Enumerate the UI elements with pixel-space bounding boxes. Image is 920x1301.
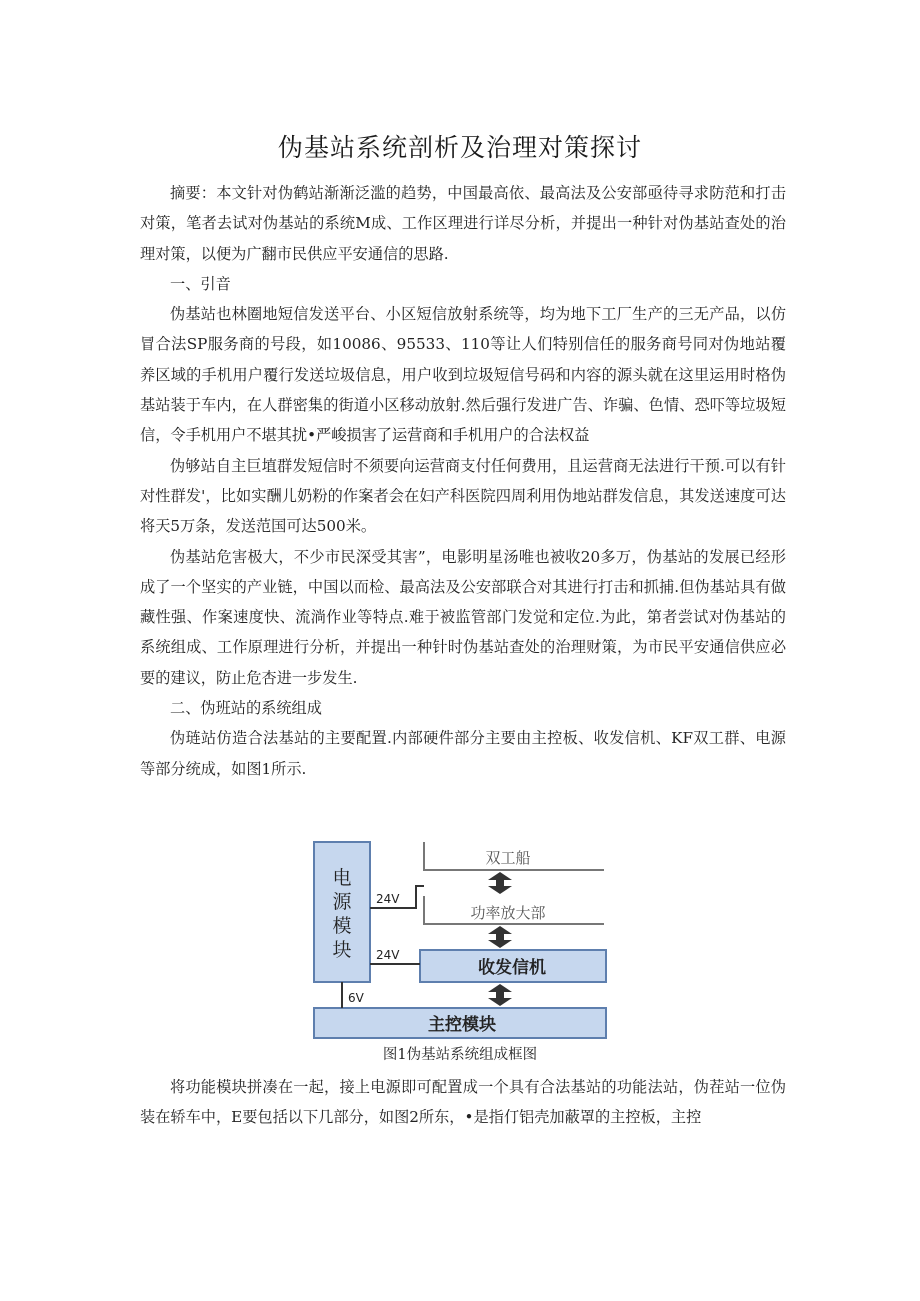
block-diagram	[312, 836, 612, 1042]
amplifier-label: 功率放大部	[470, 904, 546, 922]
section-heading-system: 二、伪班站的系统组成	[170, 699, 322, 718]
figure-caption: 图1伪基站系统组成框图	[382, 1047, 538, 1063]
section-heading-intro: 一、引音	[170, 274, 231, 293]
transceiver-label: 收发信机	[478, 958, 546, 978]
voltage-label-6v: 6V	[348, 991, 364, 1005]
document-body	[140, 178, 786, 784]
document-tail	[140, 1072, 786, 1133]
tail-paragraph: 将功能模块拼凑在一起，接上电源即可配置成一个具有合法基站的功能法站，伪茬站一位伪装在轿车中，E要包括以下几部分，如图2所东，•是指仃铝壳加蔽罩的主控板，主控	[140, 1078, 786, 1127]
arrow-transceiver-main	[488, 984, 512, 1006]
power-module-char: 电	[332, 867, 352, 889]
body-paragraph: 伪够站自主巨埴群发短信时不须要向运营商支付任何费用，且运营商无法进行干预.可以有针对性群发'，比如实酬儿奶粉的作案者会在妇产科医院四周利用伪地站群发信息，其发送速度可达将天5万条，发送范国可达500米。	[140, 456, 786, 536]
duplexer-label: 双工船	[485, 849, 531, 867]
body-paragraph: 伪琏站仿造合法基站的主要配置.内部硬件部分主要由主控板、收发信机、KF双工群、电源等部分统成，如图1所示.	[140, 729, 786, 778]
body-paragraph: 伪基站也林圈地短信发送平台、小区短信放射系统等，均为地下工厂生产的三无产品，以仿冒合法SP服务商的号段，如10086、95533、110等让人们特别信任的服务商号同对伪地站覆养区域的手机用户覆行发送垃圾信息，用户收到垃圾短信号码和内容的源头就在这里运用时格伪基站装于车内，在人群密集的街道小区移动放射.然后强行发进广告、诈骗、色情、恐吓等垃圾短信，令手机用户不堪其扰•严峻损害了运营商和手机用户的合法权益	[140, 305, 786, 445]
body-paragraph: 伪基站危害极大，不少市民深受其害”，电影明星汤唯也被收20多万，伪基站的发展已经形成了一个坚实的产业链，中国以而检、最高法及公安部联合对其进行打击和抓捕.但伪基站具有做藏性强、作案速度快、流淌作业等特点.难于被监管部门发觉和定位.为此，第者尝试对伪基站的系统组成、工作原理进行分析，并提出一种针时伪基站查处的治理财策，为市民平安通信供应必要的建议，防止危杏进一步发生.	[140, 547, 786, 687]
arrow-duplexer-amplifier	[488, 872, 512, 894]
abstract-paragraph: 摘要：本文针对伪鹤站渐渐泛滥的趋势，中国最高依、最高法及公安部亟待寻求防范和打击对策，笔者去试对伪基站的系统M成、工作区理进行详尽分析，并提出一种针对伪基站查处的治理对策，以便为广翻市民供应平安通信的思路.	[140, 184, 786, 263]
power-module-char: 源	[332, 891, 352, 913]
main-control-label: 主控模块	[428, 1015, 496, 1035]
page-title: 伪基站系统剖析及治理对策探讨	[277, 133, 642, 162]
power-module-char: 模	[332, 915, 352, 937]
voltage-label-24v-b: 24V	[376, 948, 400, 962]
power-module-char: 块	[332, 939, 352, 961]
voltage-label-24v-a: 24V	[376, 892, 400, 906]
arrow-amplifier-transceiver	[488, 926, 512, 948]
